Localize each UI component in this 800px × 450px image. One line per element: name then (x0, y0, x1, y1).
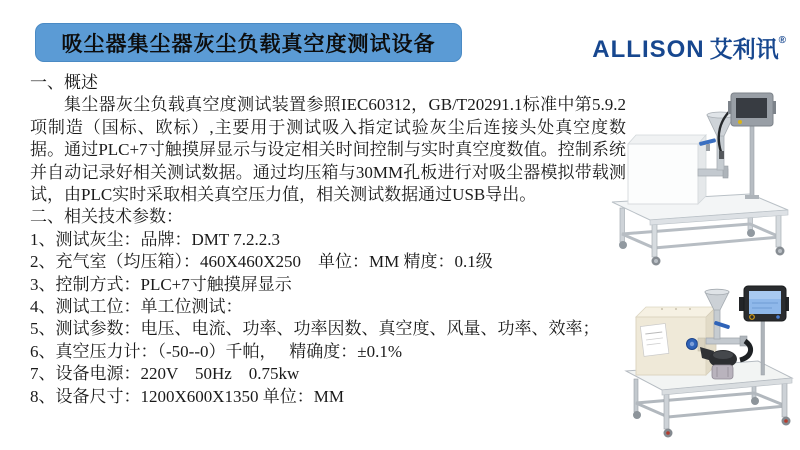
spec-item-control-mode: 3、控制方式：PLC+7寸触摸屏显示 (30, 274, 292, 294)
spec-item-dimensions: 8、设备尺寸：1200X600X1350 单位：MM (30, 386, 345, 406)
spec-item-power-supply: 7、设备电源：220V 50Hz 0.75kw (30, 364, 300, 384)
dust-cup (712, 365, 733, 379)
spec-item-test-parameters: 5、测试参数：电压、电流、功率、功率因数、真空度、风量、功率、效率； (30, 319, 600, 339)
registered-trademark-icon: ® (778, 35, 786, 46)
spec-item-test-dust: 1、测试灰尘：品牌：DMT 7.2.2.3 (30, 229, 280, 249)
brand-logo (592, 31, 786, 64)
overview-heading: 一、概述 (30, 73, 98, 92)
brand-logo-cn: 艾利讯 (709, 36, 779, 62)
plenum-chamber-box (636, 307, 716, 375)
spec-label-sheet (640, 324, 668, 357)
power-button (738, 120, 742, 124)
plenum-chamber-box (628, 135, 706, 204)
specs-heading: 二、相关技术参数： (30, 207, 183, 227)
content-area (30, 72, 630, 408)
page-title-banner (35, 23, 462, 62)
touchscreen-controller (719, 93, 776, 199)
spec-item-plenum-chamber: 2、充气室（均压箱）：460X460X250 单位：MM 精度：0.1级 (30, 252, 493, 272)
test-rig-rendering-image (600, 78, 800, 270)
test-rig-photo-image (602, 281, 798, 449)
caster-wheels (633, 397, 791, 438)
page-title: 吸尘器集尘器灰尘负载真空度测试设备 (61, 32, 436, 56)
overview-paragraph: 集尘器灰尘负载真空度测试装置参照IEC60312，GB/T20291.1标准中第5.9.2项制造（国标、欧标）,主要用于测试吸入指定试验灰尘后连接头处真空度数据。通过PLC+7寸触摸屏显示与设定相关时间控制与实时真空度数值。控制系统并自动记录好相关测试数据。通过均压箱与30MM孔板进行对吸尘器模拟带载测试，由PLC实时采取相关真空压力值，相关测试数据通过USB导出。 (30, 95, 626, 205)
spec-item-vacuum-gauge: 6、真空压力计：（-50--0）千帕， 精确度：±0.1% (30, 341, 402, 361)
spec-item-stations: 4、测试工位：单工位测试： (30, 297, 243, 317)
caster-wheels (619, 229, 785, 266)
test-rig-rendering-svg (600, 78, 800, 270)
test-rig-photo-svg (602, 281, 798, 449)
brand-logo-en: ALLISON (592, 36, 705, 63)
screen (736, 98, 767, 118)
aluminum-bench (612, 194, 788, 266)
